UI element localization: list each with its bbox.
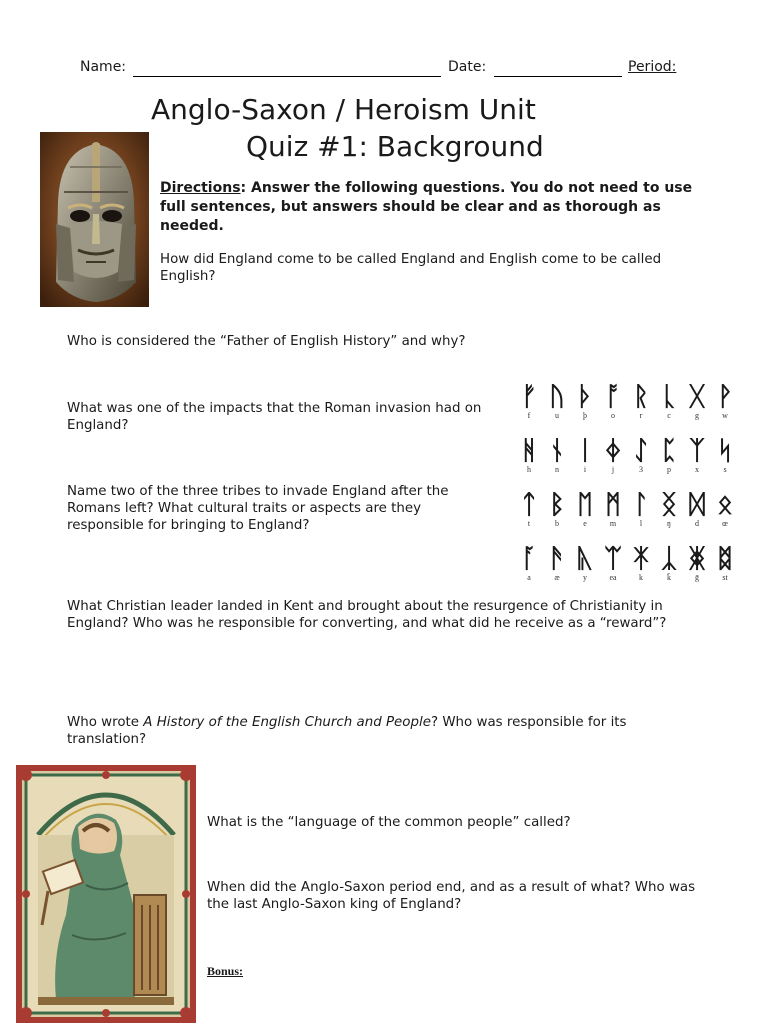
rune-glyph: ᛒ: [549, 490, 565, 520]
rune-cell: [630, 491, 652, 529]
rune-letter: h: [527, 465, 531, 474]
rune-letter: g: [695, 411, 699, 420]
manuscript-illustration: [16, 765, 196, 1023]
rune-cell: [546, 491, 568, 529]
rune-glyph: ᚩ: [605, 382, 621, 412]
rune-letter: s: [723, 465, 727, 474]
rune-letter: ḡ: [695, 573, 699, 582]
directions: [160, 179, 705, 236]
rune-glyph: ᚷ: [689, 382, 705, 412]
rune-glyph: ᛝ: [661, 490, 677, 520]
runic-alphabet: [518, 383, 736, 583]
rune-glyph: ᛇ: [633, 436, 649, 466]
rune-letter: t: [527, 519, 531, 528]
title-line-1: Anglo-Saxon / Heroism Unit: [151, 93, 536, 126]
rune-glyph: ᚾ: [549, 436, 565, 466]
rune-glyph: ᛄ: [605, 436, 621, 466]
rune-cell: [630, 545, 652, 583]
question-6-suffix: ? Who was responsible for its translation?: [67, 715, 627, 747]
rune-glyph: ᛥ: [717, 544, 733, 574]
rune-glyph: ᛉ: [689, 436, 705, 466]
rune-glyph: ᛁ: [577, 436, 593, 466]
rune-cell: [574, 383, 596, 421]
rune-letter: k̄: [667, 573, 671, 582]
rune-cell: [686, 491, 708, 529]
question-2: Who is considered the “Father of English History” and why?: [67, 334, 466, 349]
question-5: What Christian leader landed in Kent and brought about the resurgence of Christianity in England? Who was he responsible for converting, and what did he receive as a “reward”?: [67, 599, 667, 631]
bonus-label: Bonus:: [207, 964, 244, 978]
rune-cell: [686, 437, 708, 475]
rune-glyph: ᛤ: [689, 544, 705, 574]
rune-cell: [518, 491, 540, 529]
book-title: A History of the English Church and People: [143, 715, 431, 730]
rune-glyph: ᚠ: [521, 382, 537, 412]
rune-cell: [602, 491, 624, 529]
rune-glyph: ᚻ: [521, 436, 537, 466]
rune-glyph: ᛚ: [633, 490, 649, 520]
rune-letter: y: [583, 573, 587, 582]
rune-cell: [574, 437, 596, 475]
rune-letter: i: [583, 465, 587, 474]
question-1: How did England come to be called England and English come to be called English?: [160, 252, 662, 284]
rune-glyph: ᚪ: [521, 544, 537, 574]
rune-cell: [602, 437, 624, 475]
rune-glyph: ᚦ: [577, 382, 593, 412]
period-label: Period:: [628, 59, 677, 75]
rune-glyph: ᛡ: [633, 544, 649, 574]
rune-glyph: ᛋ: [717, 436, 733, 466]
rune-letter: j: [611, 465, 615, 474]
rune-glyph: ᚱ: [633, 382, 649, 412]
rune-row-4: [518, 545, 736, 583]
question-6-prefix: Who wrote: [67, 715, 144, 730]
directions-label: Directions: [160, 180, 241, 196]
rune-letter: u: [555, 411, 559, 420]
rune-letter: a: [527, 573, 531, 582]
rune-letter: œ: [722, 519, 728, 528]
question-8: When did the Anglo-Saxon period end, and as a result of what? Who was the last Anglo-Saxon king of England?: [207, 880, 696, 912]
rune-glyph: ᚫ: [549, 544, 565, 574]
rune-cell: [658, 545, 680, 583]
rune-glyph: ᚹ: [717, 382, 733, 412]
rune-row-3: [518, 491, 736, 529]
rune-cell: [546, 437, 568, 475]
rune-row-1: [518, 383, 736, 421]
rune-cell: [574, 491, 596, 529]
rune-cell: [658, 383, 680, 421]
rune-letter: x: [695, 465, 699, 474]
rune-letter: m: [609, 519, 617, 528]
question-6: [67, 714, 687, 748]
rune-letter: e: [583, 519, 587, 528]
rune-cell: [546, 383, 568, 421]
rune-letter: l: [639, 519, 643, 528]
rune-glyph: ᛟ: [717, 490, 733, 520]
rune-glyph: ᛠ: [605, 544, 621, 574]
rune-letter: þ: [583, 411, 587, 420]
directions-text: : Answer the following questions. You do not need to use full sentences, but answers should be clear and as thorough as needed.: [160, 180, 693, 234]
rune-cell: [518, 383, 540, 421]
rune-glyph: ᚣ: [577, 544, 593, 574]
rune-row-2: [518, 437, 736, 475]
rune-letter: w: [722, 411, 728, 420]
helmet-image: [40, 132, 149, 307]
rune-cell: [714, 545, 736, 583]
rune-cell: [518, 545, 540, 583]
rune-cell: [714, 491, 736, 529]
rune-cell: [658, 437, 680, 475]
name-label: Name:: [80, 59, 127, 75]
title-line-2: Quiz #1: Background: [246, 130, 544, 163]
rune-glyph: ᛈ: [661, 436, 677, 466]
rune-glyph: ᛖ: [577, 490, 593, 520]
rune-cell: [602, 545, 624, 583]
rune-glyph: ᛏ: [521, 490, 537, 520]
rune-cell: [658, 491, 680, 529]
rune-glyph: ᚳ: [661, 382, 677, 412]
rune-letter: r: [639, 411, 643, 420]
rune-glyph: ᛗ: [605, 490, 621, 520]
rune-glyph: ᛞ: [689, 490, 705, 520]
rune-letter: o: [611, 411, 615, 420]
rune-cell: [630, 383, 652, 421]
rune-cell: [630, 437, 652, 475]
rune-letter: n: [555, 465, 559, 474]
question-7: What is the “language of the common people” called?: [207, 815, 571, 830]
date-line[interactable]: [494, 76, 622, 77]
rune-letter: 3: [639, 465, 643, 474]
rune-cell: [546, 545, 568, 583]
name-line[interactable]: [133, 76, 441, 77]
question-3: What was one of the impacts that the Roman invasion had on England?: [67, 401, 482, 433]
date-label: Date:: [448, 59, 487, 75]
rune-letter: c: [667, 411, 671, 420]
rune-letter: k: [639, 573, 643, 582]
rune-cell: [686, 383, 708, 421]
rune-cell: [574, 545, 596, 583]
rune-cell: [518, 437, 540, 475]
rune-cell: [686, 545, 708, 583]
rune-cell: [602, 383, 624, 421]
rune-letter: b: [555, 519, 559, 528]
rune-letter: æ: [554, 573, 560, 582]
rune-glyph: ᚢ: [549, 382, 565, 412]
rune-letter: d: [695, 519, 699, 528]
rune-cell: [714, 437, 736, 475]
rune-cell: [714, 383, 736, 421]
rune-letter: ea: [609, 573, 617, 582]
rune-letter: st: [722, 573, 728, 582]
rune-glyph: ᛣ: [661, 544, 677, 574]
rune-letter: p: [667, 465, 671, 474]
rune-letter: f: [527, 411, 531, 420]
rune-letter: ŋ: [667, 519, 671, 528]
question-4: Name two of the three tribes to invade England after the Romans left? What cultural traits or aspects are they responsible for bringing to England?: [67, 484, 449, 533]
